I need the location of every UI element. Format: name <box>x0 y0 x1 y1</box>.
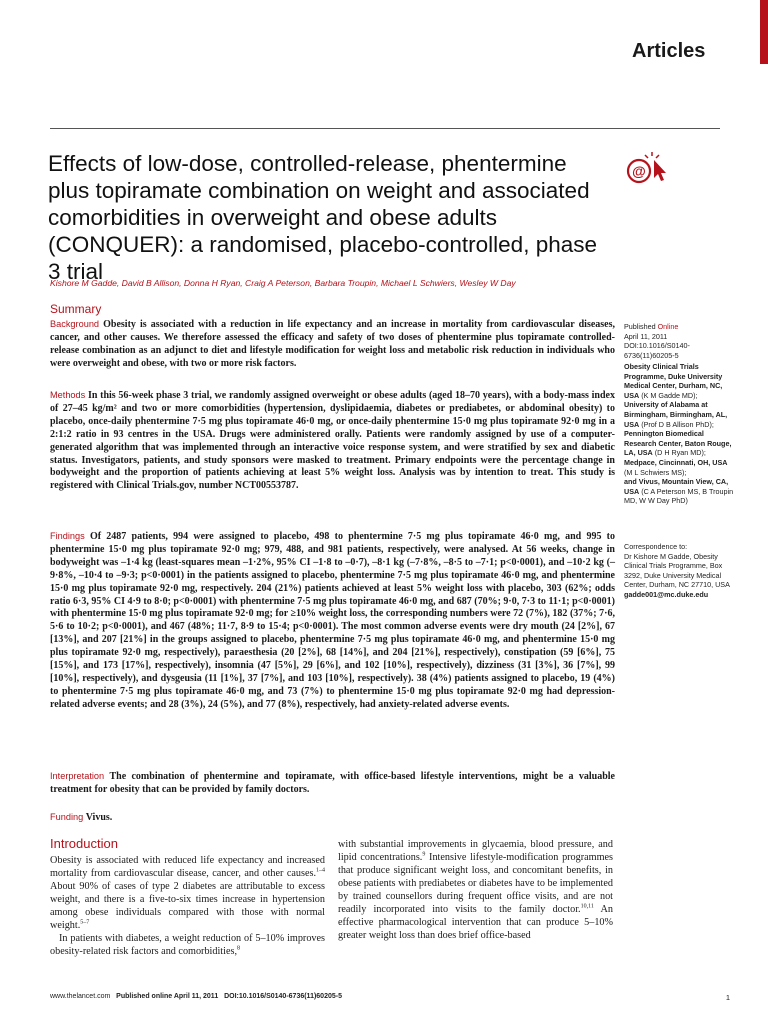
correspondence-label: Correspondence to: <box>624 542 688 551</box>
background-text: Obesity is associated with a reduction in life expectancy and an increase in mortality from cardiovascular diseases, cancer, and other causes. We therefore assessed the efficacy and safety of two doses of phentermine plus topiramate controlled-release combination as an adjunct to diet and lifestyle modification for weight loss and metabolic risk reduction in individuals who were overweight and obese, with two or more risk factors. <box>50 319 615 369</box>
header-rule <box>50 128 720 129</box>
affiliation-item: and Vivus, Mountain View, CA, USA (C A Peterson MS, B Troupin MD, W W Day PhD) <box>624 477 734 506</box>
introduction-heading: Introduction <box>50 836 118 851</box>
published-date: April 11, 2011 <box>624 331 668 341</box>
abstract-methods <box>50 389 615 493</box>
affiliation-item: Obesity Clinical Trials Programme, Duke University Medical Center, Durham, NC, USA (K M Gadde MD); <box>624 362 723 400</box>
affiliation-item: Medpace, Cincinnati, OH, USA (M L Schwiers MS); <box>624 457 728 477</box>
affiliations <box>624 362 734 506</box>
methods-label: Methods <box>50 390 86 400</box>
findings-text: Of 2487 patients, 994 were assigned to placebo, 498 to phentermine 7·5 mg plus topiramate 46·0 mg, and 995 to phentermine 15·0 mg plus topiramate 92·0 mg; 979, 488, and 981 patients, respectively, were analysed. At 56 weeks, change in bodyweight was –1·4 kg (least-squares mean –1·2%, 95% CI –1·8 to –0·7), –8·1 kg (–7·8%, –8·5 to –7·1; p<0·0001), and –10·2 kg (–9·8%, –10·4 to –9·3; p<0·0001) in the patients assigned to placebo, phentermine 7·5 mg plus topiramate 46·0 mg, and phentermine 15·0 mg plus topiramate 92·0 mg, respectively. 204 (21%) patients achieved at least 5% weight loss with placebo, 303 (62%; odds ratio 6·3, 95% CI 4·9 to 8·0; p<0·0001) with phentermine 7·5 mg plus topiramate 46·0 mg, and 687 (70%; 9·0, 7·3 to 11·1; p<0·0001) with phentermine 15·0 mg plus topiramate 92·0 mg; for ≥10% weight loss, the corresponding numbers were 72 (7%), 182 (37%; 7·6, 5·6 to 10·2; p<0·0001), and 467 (48%; 11·7, 8·9 to 15·4; p<0·0001). The most common adverse events were dry mouth (24 [2%], 67 [13%], and 207 [21%] in the groups assigned to placebo, phentermine 7·5 mg plus topiramate 46·0 mg, and phentermine 15·0 mg plus topiramate 92·0 mg, respectively), paraesthesia (20 [2%], 68 [14%], and 204 [21%], respectively), constipation (59 [6%], 75 [15%], and 173 [17%], respectively), insomnia (47 [5%], 29 [6%], and 102 [10%], respectively), dizziness (31 [3%], 36 [7%], 99 [10%], respectively), and dysgeusia (11 [1%], 37 [7%], and 103 [10%], respectively). 38 (4%) patients assigned to placebo, 19 (4%) to phentermine 7·5 mg plus topiramate 46·0 mg, and 73 (7%) to phentermine 15·0 mg plus topiramate 92·0 mg had depression-related adverse events; and 28 (3%), 24 (5%), and 77 (8%), respectively, had anxiety-related adverse events. <box>50 531 616 710</box>
funding-label: Funding <box>50 812 84 822</box>
intro-paragraph: with substantial improvements in glycaemia, blood pressure, and lipid concentrations.$^9$ Intensive lifestyle-modification programmes that produce significant weight loss, and concomitant benefits, in obese patients with prediabetes or diabetes have to be implemented by trained counsellors during frequent office visits, and are not readily incorporated into visits to the family doctor.$^{10,11}$ An effective pharmacological intervention that can produce 5–10% greater weight loss than does brief office-based <box>338 839 613 941</box>
intro-paragraph: In patients with diabetes, a weight reduction of 5–10% improves obesity-related risk factors and comorbidities,$^8$ <box>50 933 325 957</box>
intro-column-1 <box>50 854 325 958</box>
affiliation-item: University of Alabama at Birmingham, Birmingham, AL, USA (Prof D B Allison PhD); <box>624 400 728 429</box>
correspondence <box>624 542 734 600</box>
interpretation-text: The combination of phentermine and topiramate, with office-based lifestyle interventions, might be a valuable treatment for obesity that can be provided by family doctors. <box>50 771 615 795</box>
methods-text: In this 56-week phase 3 trial, we randomly assigned overweight or obese adults (aged 18–70 years), with a body-mass index of 27–45 kg/m² and two or more comorbidities (hypertension, dyslipidaemia, diabetes or prediabetes, or abdominal obesity) to placebo, once-daily phentermine 7·5 mg plus topiramate 46·0 mg, or once-daily phentermine 15·0 mg plus topiramate 92·0 mg in a 2:1:2 ratio in 93 centres in the USA. Drugs were administered orally. Patients were randomly assigned by use of a computer-generated algorithm that was implemented through an interactive voice response system, and were stratified by sex and diabetic status. Investigators, patients, and study sponsors were masked to treatment. Primary endpoints were the percentage change in bodyweight and the proportion of patients achieving at least 5% weight loss. Analysis was by intention to treat. This study is registered with Clinical Trials.gov, number NCT00553787. <box>50 390 615 492</box>
section-color-bar <box>760 0 768 64</box>
footer-site[interactable]: www.thelancet.com <box>50 993 111 1000</box>
correspondence-address: Dr Kishore M Gadde, Obesity Clinical Trials Programme, Box 3292, Duke University Medical Center, Durham, NC 27710, USA <box>624 551 730 590</box>
svg-text:@: @ <box>632 163 646 179</box>
background-label: Background <box>50 319 100 329</box>
publication-info: Published Online April 11, 2011 DOI:10.1016/S0140-6736(11)60205-5 <box>624 322 690 360</box>
page-number: 1 <box>725 993 730 1002</box>
article-title: Effects of low-dose, controlled-release, phentermine plus topiramate combination on weight and associated comorbidities in overweight and obese adults (CONQUER): a randomised, placebo-controlled, phase 3 trial <box>48 151 597 284</box>
footer-doi: DOI:10.1016/S0140-6736(11)60205-5 <box>224 993 342 1000</box>
intro-paragraph: Obesity is associated with reduced life expectancy and increased mortality from cardiovascular disease, cancer, and other causes.$^{1-4}$ About 90% of cases of type 2 diabetes are attributable to excess weight, and there is a five-to-six times increase in hypertension among obese individuals compared with those with normal weight.$^{5-7}$ <box>50 855 325 931</box>
abstract-interpretation <box>50 770 615 797</box>
interpretation-label: Interpretation <box>50 771 105 781</box>
footer-published: Published online April 11, 2011 <box>116 993 219 1000</box>
doi: DOI:10.1016/S0140-6736(11)60205-5 <box>624 341 690 360</box>
intro-column-2 <box>338 838 613 942</box>
section-label: Articles <box>632 40 706 62</box>
abstract-funding <box>50 811 615 825</box>
findings-label: Findings <box>50 531 85 541</box>
correspondence-email[interactable]: gadde001@mc.duke.edu <box>624 589 709 599</box>
online-first-icon[interactable] <box>624 152 670 188</box>
abstract-findings <box>50 530 615 712</box>
published-online-link[interactable]: Online <box>657 322 679 331</box>
affiliation-item: Pennington Biomedical Research Center, Baton Rouge, LA, USA (D H Ryan MD); <box>624 429 732 458</box>
abstract-background <box>50 318 615 371</box>
author-list: Kishore M Gadde, David B Allison, Donna H Ryan, Craig A Peterson, Barbara Troupin, Michael L Schwiers, Wesley W Day <box>50 278 516 288</box>
summary-heading: Summary <box>50 302 102 316</box>
funding-text: Vivus. <box>85 812 113 823</box>
page-footer <box>50 993 730 1000</box>
